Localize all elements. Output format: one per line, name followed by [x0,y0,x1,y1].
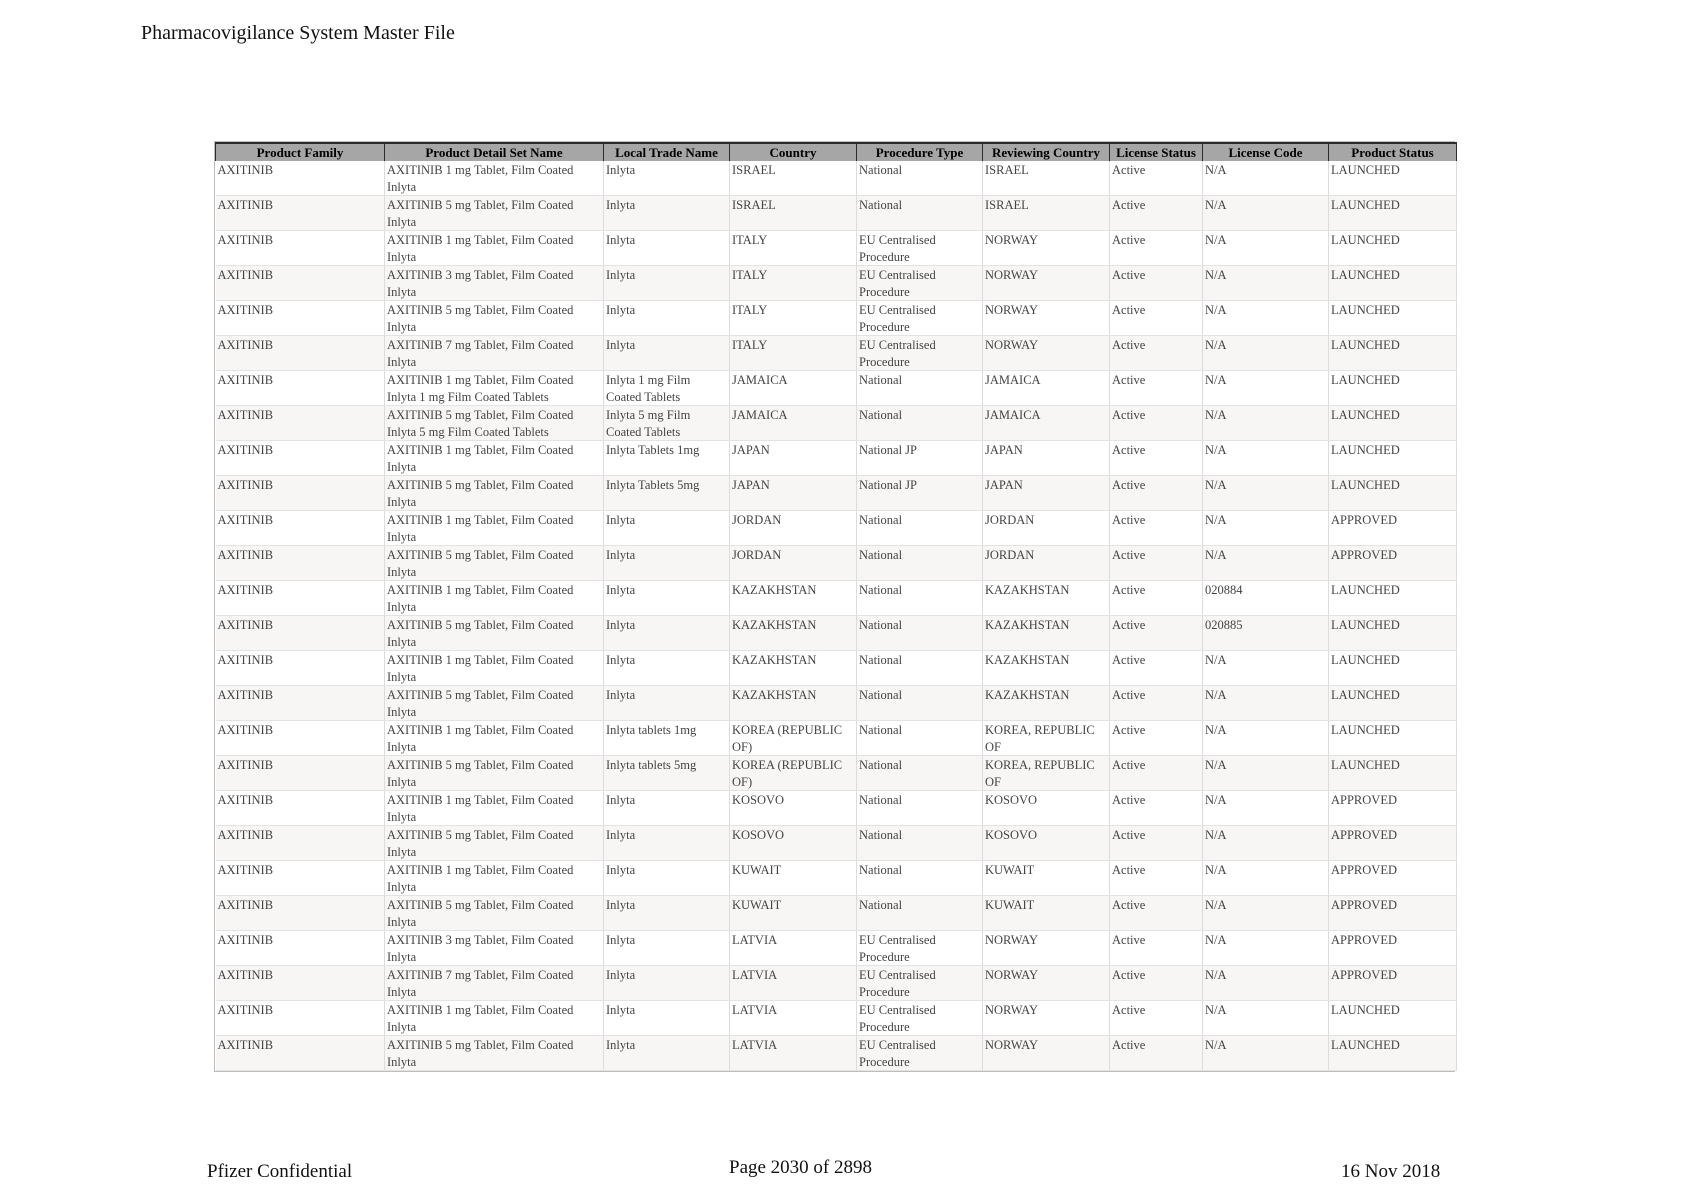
cell-product-detail-set-name: AXITINIB 5 mg Tablet, Film Coated Inlyta 5 mg Film Coated Tablets [385,406,604,441]
cell-product-status: LAUNCHED [1329,476,1457,511]
cell-license-status: Active [1110,511,1203,546]
cell-local-trade-name: Inlyta [604,196,730,231]
cell-product-status: APPROVED [1329,791,1457,826]
cell-local-trade-name: Inlyta 5 mg Film Coated Tablets [604,406,730,441]
cell-license-status: Active [1110,931,1203,966]
cell-country: ITALY [730,266,857,301]
cell-license-status: Active [1110,301,1203,336]
cell-license-code: N/A [1203,266,1329,301]
cell-procedure-type: National JP [857,476,983,511]
cell-local-trade-name: Inlyta [604,616,730,651]
cell-license-code: N/A [1203,931,1329,966]
cell-reviewing-country: NORWAY [983,266,1110,301]
cell-reviewing-country: NORWAY [983,301,1110,336]
column-header-product-status: Product Status [1329,143,1457,161]
product-license-table [215,142,1457,1071]
cell-country: LATVIA [730,966,857,1001]
cell-procedure-type: National [857,581,983,616]
cell-license-code: N/A [1203,861,1329,896]
cell-procedure-type: National [857,196,983,231]
cell-reviewing-country: ISRAEL [983,196,1110,231]
cell-product-status: LAUNCHED [1329,581,1457,616]
cell-procedure-type: National [857,406,983,441]
cell-procedure-type: National [857,511,983,546]
cell-license-code: N/A [1203,476,1329,511]
cell-product-detail-set-name: AXITINIB 1 mg Tablet, Film Coated Inlyta [385,721,604,756]
cell-license-status: Active [1110,546,1203,581]
cell-procedure-type: EU Centralised Procedure [857,336,983,371]
cell-license-status: Active [1110,686,1203,721]
cell-license-code: N/A [1203,301,1329,336]
cell-license-code: N/A [1203,896,1329,931]
cell-country: LATVIA [730,931,857,966]
cell-license-code: N/A [1203,441,1329,476]
cell-country: KOSOVO [730,791,857,826]
table-row [216,546,1457,581]
cell-product-family: AXITINIB [216,371,385,406]
cell-reviewing-country: KAZAKHSTAN [983,651,1110,686]
cell-local-trade-name: Inlyta [604,896,730,931]
cell-product-status: LAUNCHED [1329,1036,1457,1071]
cell-license-code: N/A [1203,791,1329,826]
footer-confidential-label: Pfizer Confidential [207,1161,353,1182]
cell-local-trade-name: Inlyta [604,826,730,861]
cell-country: LATVIA [730,1001,857,1036]
cell-country: JAMAICA [730,371,857,406]
cell-license-code: 020884 [1203,581,1329,616]
cell-country: KAZAKHSTAN [730,581,857,616]
cell-product-detail-set-name: AXITINIB 5 mg Tablet, Film Coated Inlyta [385,1036,604,1071]
table-row [216,406,1457,441]
page-title: Pharmacovigilance System Master File [141,22,455,44]
cell-product-status: LAUNCHED [1329,616,1457,651]
cell-product-family: AXITINIB [216,511,385,546]
cell-country: JAPAN [730,476,857,511]
cell-product-family: AXITINIB [216,791,385,826]
cell-local-trade-name: Inlyta [604,336,730,371]
cell-product-family: AXITINIB [216,301,385,336]
table-row [216,616,1457,651]
cell-license-code: N/A [1203,196,1329,231]
cell-country: ITALY [730,336,857,371]
cell-local-trade-name: Inlyta [604,861,730,896]
cell-reviewing-country: KOREA, REPUBLIC OF [983,721,1110,756]
cell-reviewing-country: NORWAY [983,231,1110,266]
cell-country: ISRAEL [730,161,857,196]
cell-product-family: AXITINIB [216,336,385,371]
cell-procedure-type: National [857,896,983,931]
cell-product-status: LAUNCHED [1329,406,1457,441]
cell-license-status: Active [1110,651,1203,686]
cell-product-detail-set-name: AXITINIB 5 mg Tablet, Film Coated Inlyta [385,896,604,931]
column-header-country: Country [730,143,857,161]
cell-local-trade-name: Inlyta [604,161,730,196]
table-row [216,686,1457,721]
cell-country: KAZAKHSTAN [730,651,857,686]
cell-product-family: AXITINIB [216,861,385,896]
cell-procedure-type: EU Centralised Procedure [857,966,983,1001]
cell-procedure-type: EU Centralised Procedure [857,931,983,966]
cell-license-code: N/A [1203,686,1329,721]
cell-license-status: Active [1110,896,1203,931]
table-row [216,931,1457,966]
cell-reviewing-country: KUWAIT [983,861,1110,896]
footer-date: 16 Nov 2018 [1341,1161,1441,1182]
cell-license-code: N/A [1203,546,1329,581]
cell-product-detail-set-name: AXITINIB 7 mg Tablet, Film Coated Inlyta [385,966,604,1001]
cell-local-trade-name: Inlyta [604,581,730,616]
table-body [216,161,1457,1071]
cell-license-code: N/A [1203,406,1329,441]
cell-country: JAPAN [730,441,857,476]
cell-local-trade-name: Inlyta [604,231,730,266]
cell-product-family: AXITINIB [216,231,385,266]
cell-procedure-type: National [857,371,983,406]
cell-product-detail-set-name: AXITINIB 7 mg Tablet, Film Coated Inlyta [385,336,604,371]
cell-product-detail-set-name: AXITINIB 1 mg Tablet, Film Coated Inlyta [385,861,604,896]
table-row [216,441,1457,476]
table-row [216,1001,1457,1036]
cell-procedure-type: National [857,721,983,756]
cell-local-trade-name: Inlyta Tablets 1mg [604,441,730,476]
cell-reviewing-country: NORWAY [983,336,1110,371]
cell-product-status: APPROVED [1329,511,1457,546]
cell-procedure-type: National [857,686,983,721]
cell-procedure-type: National [857,616,983,651]
table-row [216,966,1457,1001]
table-row [216,371,1457,406]
cell-product-detail-set-name: AXITINIB 5 mg Tablet, Film Coated Inlyta [385,686,604,721]
table-row [216,651,1457,686]
table-header-row [216,143,1457,161]
cell-reviewing-country: JORDAN [983,511,1110,546]
cell-product-detail-set-name: AXITINIB 1 mg Tablet, Film Coated Inlyta [385,441,604,476]
cell-product-family: AXITINIB [216,616,385,651]
cell-product-family: AXITINIB [216,651,385,686]
cell-reviewing-country: KAZAKHSTAN [983,581,1110,616]
cell-product-family: AXITINIB [216,196,385,231]
table-row [216,196,1457,231]
cell-product-status: LAUNCHED [1329,651,1457,686]
cell-reviewing-country: NORWAY [983,1036,1110,1071]
cell-license-status: Active [1110,791,1203,826]
cell-license-status: Active [1110,616,1203,651]
cell-license-status: Active [1110,861,1203,896]
table-row [216,826,1457,861]
cell-license-code: N/A [1203,756,1329,791]
cell-license-code: N/A [1203,1001,1329,1036]
cell-product-detail-set-name: AXITINIB 5 mg Tablet, Film Coated Inlyta [385,476,604,511]
cell-country: JORDAN [730,511,857,546]
cell-country: KOREA (REPUBLIC OF) [730,756,857,791]
cell-product-detail-set-name: AXITINIB 1 mg Tablet, Film Coated Inlyta [385,231,604,266]
cell-license-code: N/A [1203,651,1329,686]
cell-license-code: N/A [1203,161,1329,196]
cell-product-family: AXITINIB [216,686,385,721]
cell-procedure-type: National JP [857,441,983,476]
cell-procedure-type: National [857,161,983,196]
cell-product-status: APPROVED [1329,896,1457,931]
cell-procedure-type: EU Centralised Procedure [857,301,983,336]
cell-license-status: Active [1110,966,1203,1001]
cell-reviewing-country: KOREA, REPUBLIC OF [983,756,1110,791]
cell-local-trade-name: Inlyta [604,686,730,721]
cell-product-status: APPROVED [1329,546,1457,581]
cell-license-code: 020885 [1203,616,1329,651]
cell-reviewing-country: JAPAN [983,476,1110,511]
cell-product-detail-set-name: AXITINIB 5 mg Tablet, Film Coated Inlyta [385,301,604,336]
cell-country: JORDAN [730,546,857,581]
cell-product-family: AXITINIB [216,896,385,931]
cell-reviewing-country: NORWAY [983,1001,1110,1036]
cell-product-detail-set-name: AXITINIB 1 mg Tablet, Film Coated Inlyta [385,791,604,826]
cell-license-status: Active [1110,161,1203,196]
cell-product-detail-set-name: AXITINIB 5 mg Tablet, Film Coated Inlyta [385,756,604,791]
cell-local-trade-name: Inlyta [604,301,730,336]
cell-product-family: AXITINIB [216,1001,385,1036]
cell-product-family: AXITINIB [216,546,385,581]
cell-license-status: Active [1110,756,1203,791]
column-header-product-family: Product Family [216,143,385,161]
table-row [216,756,1457,791]
cell-license-status: Active [1110,406,1203,441]
cell-product-status: LAUNCHED [1329,231,1457,266]
cell-country: KUWAIT [730,861,857,896]
cell-license-status: Active [1110,441,1203,476]
cell-product-status: LAUNCHED [1329,266,1457,301]
cell-country: KAZAKHSTAN [730,686,857,721]
cell-local-trade-name: Inlyta tablets 1mg [604,721,730,756]
table-row [216,721,1457,756]
cell-procedure-type: EU Centralised Procedure [857,1036,983,1071]
cell-procedure-type: EU Centralised Procedure [857,231,983,266]
cell-reviewing-country: KAZAKHSTAN [983,616,1110,651]
cell-product-status: APPROVED [1329,966,1457,1001]
cell-local-trade-name: Inlyta 1 mg Film Coated Tablets [604,371,730,406]
table-row [216,266,1457,301]
cell-product-detail-set-name: AXITINIB 1 mg Tablet, Film Coated Inlyta [385,651,604,686]
cell-product-detail-set-name: AXITINIB 1 mg Tablet, Film Coated Inlyta [385,511,604,546]
cell-procedure-type: National [857,651,983,686]
cell-procedure-type: National [857,791,983,826]
cell-license-status: Active [1110,476,1203,511]
cell-product-status: LAUNCHED [1329,196,1457,231]
cell-reviewing-country: JORDAN [983,546,1110,581]
cell-local-trade-name: Inlyta [604,931,730,966]
product-license-table-container [214,141,1455,1072]
cell-license-status: Active [1110,336,1203,371]
table-row [216,476,1457,511]
cell-license-code: N/A [1203,966,1329,1001]
cell-product-family: AXITINIB [216,266,385,301]
cell-country: KOREA (REPUBLIC OF) [730,721,857,756]
cell-product-detail-set-name: AXITINIB 1 mg Tablet, Film Coated Inlyta [385,1001,604,1036]
cell-country: ITALY [730,301,857,336]
cell-product-family: AXITINIB [216,476,385,511]
cell-product-detail-set-name: AXITINIB 5 mg Tablet, Film Coated Inlyta [385,196,604,231]
cell-product-detail-set-name: AXITINIB 1 mg Tablet, Film Coated Inlyta [385,581,604,616]
table-row [216,1036,1457,1071]
cell-license-code: N/A [1203,1036,1329,1071]
cell-country: LATVIA [730,1036,857,1071]
cell-local-trade-name: Inlyta [604,1036,730,1071]
cell-product-status: LAUNCHED [1329,301,1457,336]
column-header-license-code: License Code [1203,143,1329,161]
cell-license-code: N/A [1203,336,1329,371]
cell-local-trade-name: Inlyta [604,546,730,581]
cell-reviewing-country: KUWAIT [983,896,1110,931]
table-row [216,511,1457,546]
column-header-reviewing-country: Reviewing Country [983,143,1110,161]
cell-license-status: Active [1110,826,1203,861]
column-header-procedure-type: Procedure Type [857,143,983,161]
cell-product-status: APPROVED [1329,931,1457,966]
cell-product-family: AXITINIB [216,441,385,476]
cell-product-family: AXITINIB [216,161,385,196]
cell-product-status: LAUNCHED [1329,1001,1457,1036]
cell-procedure-type: EU Centralised Procedure [857,266,983,301]
table-row [216,581,1457,616]
cell-procedure-type: National [857,826,983,861]
cell-procedure-type: EU Centralised Procedure [857,1001,983,1036]
cell-license-status: Active [1110,1001,1203,1036]
cell-product-family: AXITINIB [216,1036,385,1071]
column-header-product-detail-set-name: Product Detail Set Name [385,143,604,161]
cell-country: ISRAEL [730,196,857,231]
cell-local-trade-name: Inlyta [604,266,730,301]
table-row [216,336,1457,371]
table-row [216,791,1457,826]
cell-license-status: Active [1110,1036,1203,1071]
cell-license-code: N/A [1203,721,1329,756]
cell-product-family: AXITINIB [216,721,385,756]
cell-product-family: AXITINIB [216,931,385,966]
cell-license-code: N/A [1203,231,1329,266]
cell-procedure-type: National [857,861,983,896]
cell-license-status: Active [1110,581,1203,616]
cell-license-code: N/A [1203,826,1329,861]
cell-product-family: AXITINIB [216,966,385,1001]
cell-reviewing-country: NORWAY [983,966,1110,1001]
footer-page-number: Page 2030 of 2898 [729,1157,873,1178]
cell-product-detail-set-name: AXITINIB 5 mg Tablet, Film Coated Inlyta [385,826,604,861]
cell-local-trade-name: Inlyta [604,511,730,546]
cell-country: KUWAIT [730,896,857,931]
cell-local-trade-name: Inlyta [604,966,730,1001]
cell-product-status: LAUNCHED [1329,686,1457,721]
cell-product-family: AXITINIB [216,826,385,861]
cell-license-code: N/A [1203,371,1329,406]
cell-product-detail-set-name: AXITINIB 5 mg Tablet, Film Coated Inlyta [385,616,604,651]
cell-license-code: N/A [1203,511,1329,546]
cell-reviewing-country: JAMAICA [983,406,1110,441]
cell-reviewing-country: JAMAICA [983,371,1110,406]
cell-reviewing-country: KOSOVO [983,791,1110,826]
cell-local-trade-name: Inlyta tablets 5mg [604,756,730,791]
cell-local-trade-name: Inlyta Tablets 5mg [604,476,730,511]
cell-reviewing-country: KAZAKHSTAN [983,686,1110,721]
cell-product-status: LAUNCHED [1329,721,1457,756]
cell-license-status: Active [1110,231,1203,266]
cell-reviewing-country: KOSOVO [983,826,1110,861]
cell-country: ITALY [730,231,857,266]
cell-procedure-type: National [857,546,983,581]
table-row [216,896,1457,931]
cell-reviewing-country: NORWAY [983,931,1110,966]
cell-reviewing-country: JAPAN [983,441,1110,476]
cell-product-family: AXITINIB [216,581,385,616]
cell-country: KOSOVO [730,826,857,861]
cell-local-trade-name: Inlyta [604,1001,730,1036]
cell-product-status: LAUNCHED [1329,441,1457,476]
cell-product-status: LAUNCHED [1329,161,1457,196]
cell-product-detail-set-name: AXITINIB 1 mg Tablet, Film Coated Inlyta 1 mg Film Coated Tablets [385,371,604,406]
cell-product-status: APPROVED [1329,826,1457,861]
cell-license-status: Active [1110,196,1203,231]
cell-product-detail-set-name: AXITINIB 1 mg Tablet, Film Coated Inlyta [385,161,604,196]
cell-product-status: LAUNCHED [1329,371,1457,406]
cell-product-status: LAUNCHED [1329,336,1457,371]
cell-country: KAZAKHSTAN [730,616,857,651]
cell-local-trade-name: Inlyta [604,791,730,826]
cell-product-family: AXITINIB [216,406,385,441]
cell-procedure-type: National [857,756,983,791]
table-row [216,301,1457,336]
cell-country: JAMAICA [730,406,857,441]
table-row [216,861,1457,896]
cell-product-status: LAUNCHED [1329,756,1457,791]
column-header-license-status: License Status [1110,143,1203,161]
cell-product-detail-set-name: AXITINIB 3 mg Tablet, Film Coated Inlyta [385,931,604,966]
cell-license-status: Active [1110,371,1203,406]
cell-reviewing-country: ISRAEL [983,161,1110,196]
table-row [216,231,1457,266]
column-header-local-trade-name: Local Trade Name [604,143,730,161]
cell-product-detail-set-name: AXITINIB 5 mg Tablet, Film Coated Inlyta [385,546,604,581]
cell-license-status: Active [1110,721,1203,756]
cell-product-family: AXITINIB [216,756,385,791]
cell-local-trade-name: Inlyta [604,651,730,686]
cell-product-detail-set-name: AXITINIB 3 mg Tablet, Film Coated Inlyta [385,266,604,301]
cell-product-status: APPROVED [1329,861,1457,896]
table-row [216,161,1457,196]
cell-license-status: Active [1110,266,1203,301]
